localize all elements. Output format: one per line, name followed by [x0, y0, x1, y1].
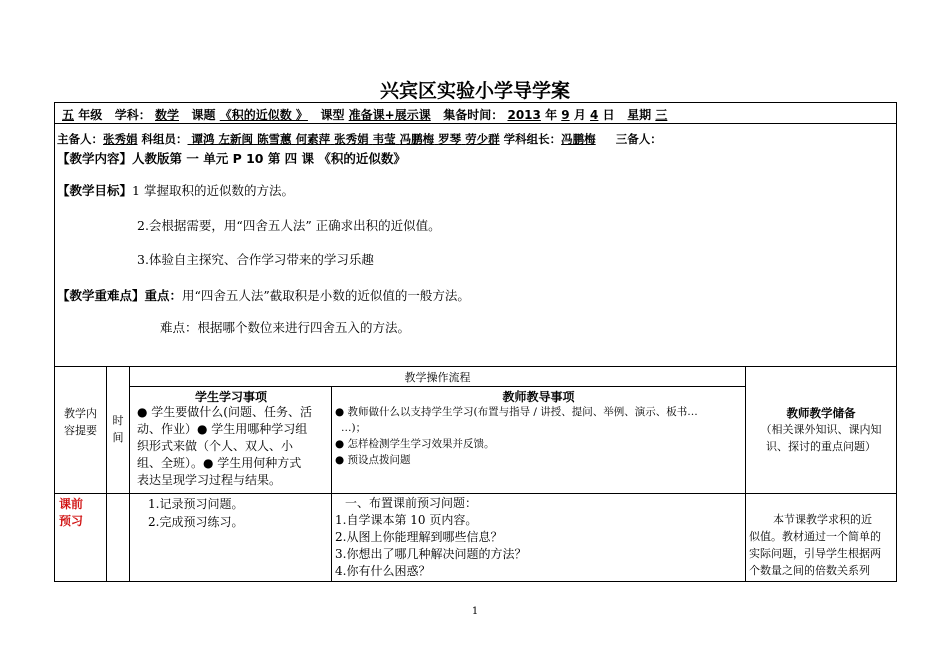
col-header-content: 教学内 容提要: [64, 407, 97, 437]
goal-3: 3.体验自主探究、合作学习带来的学习乐趣: [137, 252, 374, 267]
goal-line-1: [57, 181, 294, 199]
topic-value: 《积的近似数 》: [219, 108, 308, 122]
goal-1: 1 掌握取积的近似数的方法。: [132, 183, 294, 198]
preview-student: 1.记录预习问题。 2.完成预习练习。: [148, 497, 244, 529]
header-row: [62, 106, 667, 123]
member-name: 罗琴: [438, 132, 462, 146]
head-label: 学科组长：: [503, 132, 562, 146]
member-name: 韦莹: [372, 132, 396, 146]
col-header-time: 时 间: [112, 414, 124, 444]
head-value: 冯鹏梅: [561, 132, 596, 146]
content-text: 人教版第 一 单元 P 10 第 四 课 《积的近似数》: [132, 151, 406, 166]
content-line: [57, 149, 406, 167]
goal-heading: 【教学目标】: [57, 183, 133, 198]
content-bottom-line: [54, 366, 897, 367]
member-name: 左新闽: [218, 132, 254, 146]
frame-right-line: [896, 102, 897, 581]
process-header: 教学操作流程: [404, 371, 471, 384]
page-title: 兴宾区实验小学导学案: [379, 80, 570, 102]
table-header-bottom-line: [54, 493, 897, 494]
month-value: 9: [561, 108, 570, 122]
lead-label: 主备人：: [57, 132, 103, 146]
type-value: 准备课+展示课: [348, 108, 431, 122]
member-name: 谭鸿: [191, 132, 215, 146]
col-divider-3: [331, 386, 332, 581]
third-label: 三备人：: [615, 132, 662, 146]
day-value: 4: [590, 108, 599, 122]
subject-value: 数学: [154, 108, 179, 122]
grade-value: 五: [62, 108, 75, 122]
member-name: 何素萍: [295, 132, 331, 146]
preview-reserve: 本节课教学求积的近 似值。教材通过一个简单的 实际问题，引导学生根据两 个数量之间的倍数关系列: [749, 513, 881, 577]
frame-left-line: [54, 102, 55, 581]
col-divider-1: [106, 366, 107, 581]
teacher-header: 教师教导事项: [502, 390, 575, 404]
key-text: 用“四舍五人法”截取积是小数的近似值的一般方法。: [182, 288, 470, 303]
teacher-text: ● 教师做什么以支持学生学习(布置与指导 / 讲授、提问、举例、演示、板书… …)； ● 怎样检测学生学习效果并反馈。 ● 预设点拨问题: [335, 406, 698, 466]
difficulty-text: 根据哪个数位来进行四舍五入的方法。: [197, 320, 411, 335]
member-name: 劳少群: [465, 132, 500, 146]
process-header-line: [129, 386, 745, 387]
week-value: 三: [655, 108, 668, 122]
col-divider-2: [129, 366, 130, 581]
frame-bottom-line: [54, 581, 897, 582]
month-label: 月: [573, 108, 586, 122]
difficulty-line: [160, 318, 410, 336]
year-label: 年: [545, 108, 558, 122]
grade-label: 年级: [78, 108, 103, 122]
key-heading: 【教学重难点】: [57, 288, 145, 303]
preview-teacher: 一、布置课前预习问题： 1.自学课本第 10 页内容。 2.从图上你能理解到哪些信息？ 3.你想出了哪几种解决问题的方法？ 4.你有什么困惑？: [335, 496, 527, 578]
member-name: 陈雪蕙: [257, 132, 292, 146]
member-name: 张秀娟: [334, 132, 369, 146]
student-header: 学生学习事项: [194, 390, 267, 404]
col-divider-4: [745, 366, 746, 581]
day-label: 日: [602, 108, 615, 122]
year-value: 2013: [507, 108, 541, 122]
header-divider-line: [54, 123, 897, 124]
goal-2: 2.会根据需要，用“四舍五人法” 正确求出积的近似值。: [137, 218, 441, 233]
page-number: 1: [471, 606, 479, 617]
key-label: 重点：: [144, 288, 183, 303]
student-text: ● 学生要做什么(问题、任务、活 动、作业）● 学生用哪种学习组 织形式来做（个人、双人、小 组、全班）。● 学生用何种方式 表达呈现学习过程与结果。: [137, 405, 312, 487]
type-label: 课型: [320, 108, 345, 122]
member-name: 冯鹏梅: [399, 132, 435, 146]
subject-label: 学科：: [114, 108, 151, 122]
content-heading: 【教学内容】: [57, 151, 133, 166]
topic-label: 课题: [191, 108, 216, 122]
reserve-header: 教师教学储备: [786, 406, 856, 420]
key-line: [57, 286, 470, 304]
frame-top-line: [54, 102, 897, 103]
difficulty-label: 难点：: [160, 320, 198, 335]
date-label: 集备时间：: [443, 108, 504, 122]
reserve-subtext: （相关课外知识、课内知 识、探讨的重点问题）: [760, 423, 882, 453]
preview-label: 课前 预习: [59, 497, 84, 528]
lead-value: 张秀娟: [103, 132, 138, 146]
staff-row: [57, 131, 688, 147]
week-label: 星期: [627, 108, 652, 122]
members-label: 科组员：: [141, 132, 188, 146]
